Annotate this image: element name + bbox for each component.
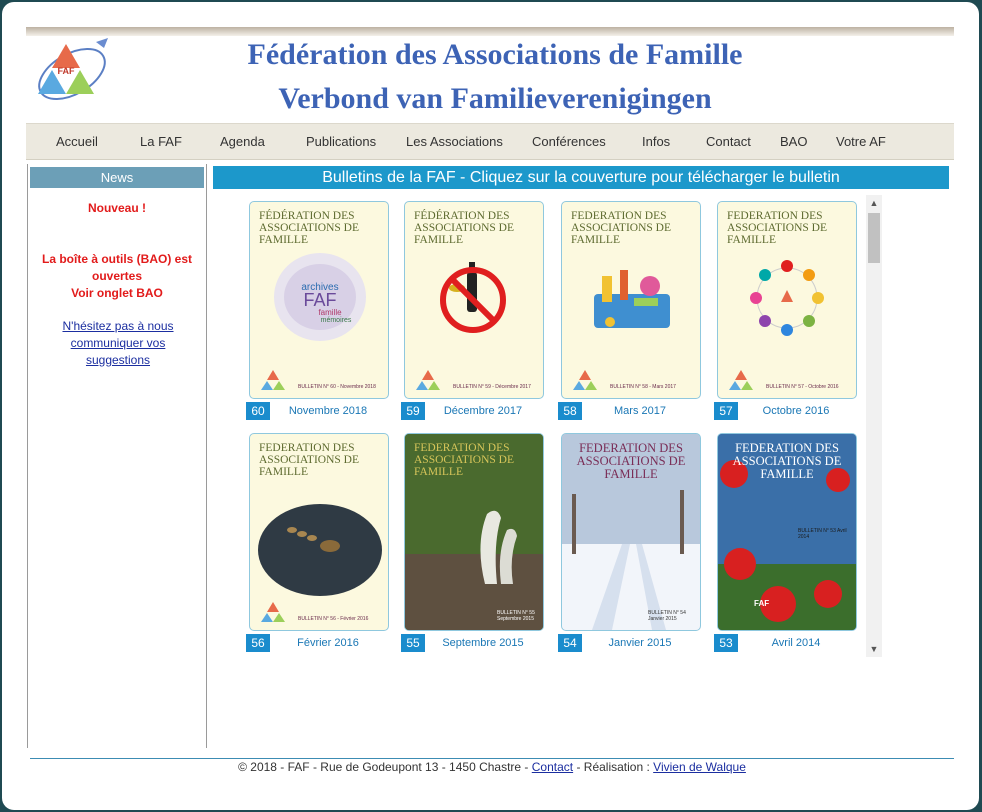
bulletin-cover[interactable] bbox=[717, 433, 857, 631]
bulletin-number: 53 bbox=[714, 634, 738, 652]
suggestions-link[interactable]: N'hésitez pas à nous communiquer vos suggestions bbox=[62, 319, 174, 367]
cloud-word-famille: famille bbox=[318, 308, 342, 317]
nav-les-associations[interactable]: Les Associations bbox=[406, 134, 503, 149]
scroll-down-arrow-icon[interactable]: ▼ bbox=[869, 644, 879, 654]
bulletins-header: Bulletins de la FAF - Cliquez sur la couverture pour télécharger le bulletin bbox=[213, 166, 949, 189]
bulletin-number: 54 bbox=[558, 634, 582, 652]
bulletin-number: 56 bbox=[246, 634, 270, 652]
bulletin-number: 58 bbox=[558, 402, 582, 420]
faf-mini-logo-icon bbox=[415, 368, 441, 392]
scroll-thumb[interactable] bbox=[868, 213, 880, 263]
gallery-scrollbar[interactable] bbox=[866, 195, 882, 657]
bulletin-card bbox=[240, 427, 385, 657]
footer-divider bbox=[30, 758, 954, 759]
site-title-nl: Verbond van Familieverenigingen bbox=[278, 82, 712, 115]
faf-mini-logo-icon bbox=[260, 600, 286, 624]
nav-conferences[interactable]: Conférences bbox=[532, 134, 606, 149]
bulletin-card bbox=[395, 427, 540, 657]
cover-footer: BULLETIN N° 54 Janvier 2015 bbox=[648, 610, 686, 622]
logo-text: FAF bbox=[57, 66, 75, 76]
bulletin-date[interactable]: Janvier 2015 bbox=[608, 637, 672, 649]
bulletin-cover[interactable] bbox=[561, 433, 701, 631]
footer-realisation: - Réalisation : bbox=[573, 760, 654, 774]
news-bao-open: La boîte à outils (BAO) est ouvertes bbox=[41, 252, 192, 283]
cover-logo-text: FAF bbox=[754, 599, 770, 608]
cover-footer: BULLETIN N° 58 - Mars 2017 bbox=[610, 384, 676, 390]
cover-footer: BULLETIN N° 59 - Décembre 2017 bbox=[453, 384, 531, 390]
bulletin-cover[interactable] bbox=[404, 201, 544, 399]
bulletin-card bbox=[395, 195, 540, 425]
bulletin-cover[interactable] bbox=[249, 433, 389, 631]
bulletin-date[interactable]: Avril 2014 bbox=[771, 637, 821, 649]
page-footer bbox=[30, 760, 954, 774]
bulletin-date[interactable]: Février 2016 bbox=[297, 637, 359, 649]
bulletin-card bbox=[552, 427, 697, 657]
bulletin-card bbox=[552, 195, 697, 425]
cover-footer: BULLETIN N° 55 Septembre 2015 bbox=[497, 610, 535, 622]
bulletin-number: 55 bbox=[401, 634, 425, 652]
cover-title: FEDERATION DES ASSOCIATIONS DE FAMILLE bbox=[571, 210, 671, 246]
main-nav bbox=[26, 123, 954, 160]
bulletin-date[interactable]: Mars 2017 bbox=[614, 405, 666, 417]
bulletin-cover[interactable] bbox=[717, 201, 857, 399]
bulletin-date[interactable]: Novembre 2018 bbox=[288, 405, 368, 417]
bulletin-card bbox=[708, 195, 853, 425]
cloud-word-archives: archives bbox=[301, 282, 339, 293]
news-sidebar bbox=[27, 164, 207, 748]
footer-address: © 2018 - FAF - Rue de Godeupont 13 - 1450 Chastre - bbox=[238, 760, 532, 774]
cover-title: FÉDÉRATION DES ASSOCIATIONS DE FAMILLE bbox=[414, 210, 514, 246]
footer-contact-link[interactable]: Contact bbox=[531, 760, 574, 774]
bulletin-cover[interactable] bbox=[249, 201, 389, 399]
bulletin-cover[interactable] bbox=[561, 201, 701, 399]
nav-bao[interactable]: BAO bbox=[780, 134, 808, 149]
bulletin-cover[interactable] bbox=[404, 433, 544, 631]
footer-author-link[interactable]: Vivien de Walque bbox=[653, 760, 746, 774]
top-band bbox=[26, 27, 954, 36]
nav-la-faf[interactable]: La FAF bbox=[140, 134, 182, 149]
bulletins-gallery[interactable] bbox=[240, 195, 868, 657]
cover-title: FEDERATION DES ASSOCIATIONS DE FAMILLE bbox=[259, 442, 359, 478]
faf-mini-logo-icon bbox=[728, 368, 754, 392]
cover-title: FEDERATION DES ASSOCIATIONS DE FAMILLE bbox=[414, 442, 514, 478]
news-nouveau: Nouveau ! bbox=[87, 201, 146, 215]
bulletin-date[interactable]: Décembre 2017 bbox=[443, 405, 523, 417]
cover-footer: BULLETIN N° 57 - Octobre 2016 bbox=[766, 384, 839, 390]
cover-title: FÉDÉRATION DES ASSOCIATIONS DE FAMILLE bbox=[259, 210, 359, 246]
bulletin-date[interactable]: Septembre 2015 bbox=[442, 637, 524, 649]
cover-title: FEDERATION DES ASSOCIATIONS DE FAMILLE bbox=[727, 210, 827, 246]
bulletin-date[interactable]: Octobre 2016 bbox=[762, 405, 830, 417]
nav-accueil[interactable]: Accueil bbox=[56, 134, 98, 149]
bulletin-card bbox=[708, 427, 853, 657]
bulletin-number: 59 bbox=[401, 402, 425, 420]
bulletin-number: 57 bbox=[714, 402, 738, 420]
nav-votre-af[interactable]: Votre AF bbox=[836, 134, 886, 149]
cloud-word-memoires: mémoires bbox=[320, 317, 352, 324]
nav-agenda[interactable]: Agenda bbox=[220, 134, 265, 149]
faf-mini-logo-icon bbox=[260, 368, 286, 392]
news-title: News bbox=[30, 167, 204, 188]
cover-title: FEDERATION DES ASSOCIATIONS DE FAMILLE bbox=[576, 441, 686, 481]
cloud-word-faf: FAF bbox=[303, 290, 337, 310]
news-bao-tab: Voir onglet BAO bbox=[71, 286, 163, 300]
cover-footer: BULLETIN N° 60 - Novembre 2018 bbox=[298, 384, 376, 390]
cover-footer: BULLETIN N° 56 - Février 2016 bbox=[298, 616, 369, 622]
bulletin-number: 60 bbox=[246, 402, 270, 420]
nav-infos[interactable]: Infos bbox=[642, 134, 671, 149]
cover-title: FEDERATION DES ASSOCIATIONS DE FAMILLE bbox=[732, 441, 842, 481]
cover-footer: BULLETIN N° 53 Avril 2014 bbox=[798, 528, 847, 540]
nav-publications[interactable]: Publications bbox=[306, 134, 377, 149]
faf-mini-logo-icon bbox=[572, 368, 598, 392]
site-title-fr: Fédération des Associations de Famille bbox=[247, 38, 743, 71]
faf-logo-icon[interactable] bbox=[32, 34, 116, 104]
nav-contact[interactable]: Contact bbox=[706, 134, 751, 149]
bulletin-card bbox=[240, 195, 385, 425]
scroll-up-arrow-icon[interactable]: ▲ bbox=[869, 198, 879, 208]
